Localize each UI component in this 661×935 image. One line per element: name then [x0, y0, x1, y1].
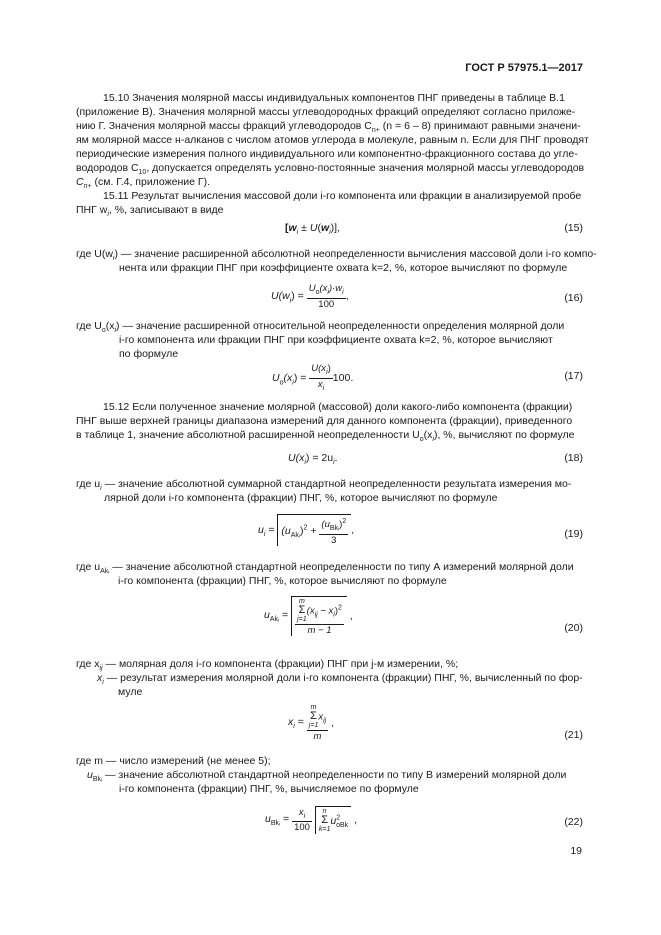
paragraph-15-10-line7: $C_{n+}$ (см. Г.4, приложение Г). — [76, 176, 211, 191]
page-number: 19 — [570, 845, 582, 857]
paragraph-15-12-line1: 15.12 Если полученное значение молярной (массовой) доли какого-либо компонента (фракции) — [103, 401, 573, 413]
definition-uAki-line1: где $u_{Akᵢ}$ — значение абсолютной стандартной неопределенности по типу А измерений молярной доли — [76, 561, 574, 576]
definition-xi-line1: $x_i$ — результат измерения молярной доли i-го компонента (фракции) ПНГ, %, вычисленный по фор- — [97, 672, 583, 687]
paragraph-15-10-line6: водородов $C_{10}$, допускается определять условно-постоянные значения молярной массы углеводородов — [76, 162, 585, 177]
equation-number-15: (15) — [564, 222, 583, 234]
paragraph-15-10-line1: 15.10 Значения молярной массы индивидуальных компонентов ПНГ приведены в таблице В.1 — [103, 92, 565, 104]
definition-m: где m — число измерений (не менее 5); — [76, 755, 271, 767]
equation-number-22: (22) — [564, 816, 583, 828]
document-id: ГОСТ Р 57975.1—2017 — [465, 62, 583, 74]
definition-Uwi-line2: нента или фракции ПНГ при коэффициенте охвата k=2, %, которое вычисляют по формуле — [119, 262, 568, 274]
paragraph-15-11-line2: ПНГ $w_i$, %, записывают в виде — [76, 204, 224, 219]
definition-ui-line2: лярной доли i-го компонента (фракции) ПНГ, %, которое вычисляют по формуле — [104, 492, 498, 504]
formula-17: $U_o(x_i)$ = $\frac{U(x_i)}{x_i}$ 100. — [272, 363, 354, 392]
definition-ui-line1: где $u_i$ — значение абсолютной суммарной стандартной неопределенности результата измерения мо- — [76, 478, 572, 493]
formula-16: $U(w_i)$ = $\frac{U_o(x_i)\cdot w_i}{100}$ , — [271, 283, 349, 310]
definition-uAki-line2: i-го компонента (фракции) ПНГ, %, которое вычисляют по формуле — [118, 575, 447, 587]
definition-xij: где $x_{ij}$ — молярная доля i-го компонента (фракции) ПНГ при j-м измерении, %; — [76, 658, 459, 673]
formula-15: $[w_i \pm U(w_i)]$, — [285, 222, 341, 237]
formula-21: $x_i$ = m Σ $j=1x_{ij}$ m , — [288, 704, 335, 742]
formula-20: $u_{Akᵢ}$ = m Σ $j=1(x_{ij} - x_i)^2$ m − 1 , — [264, 598, 353, 636]
paragraph-15-12-line3: в таблице 1, значение абсолютной расширенной неопределенности $U_o(x_i)$, %, вычисляют по формуле — [76, 429, 575, 444]
equation-number-17: (17) — [564, 370, 583, 382]
paragraph-15-10-line5: периодические измерения полного индивидуального или компонентно-фракционного состава до угле- — [76, 148, 578, 160]
definition-Uwi-line1: где $U(w_i)$ — значение расширенной абсолютной неопределенности вычисления массовой доли i-го компо- — [76, 248, 597, 263]
definition-xi-line2: муле — [118, 686, 143, 698]
formula-22: $u_{Bkᵢ}$ = $\frac{x_i}{100}$ n Σ $k=1u^2_{oBk}$ , — [265, 806, 358, 834]
definition-uBki-line2: i-го компонента (фракции) ПНГ, %, вычисляемое по формуле — [119, 783, 419, 795]
equation-number-20: (20) — [564, 622, 583, 634]
formula-18: $U(x_i) = 2u_i$. — [288, 452, 338, 467]
paragraph-15-10-line3: нию Г. Значения молярной массы фракций углеводородов $C_{n+}$ (n = 6 – 8) принимают равными значени- — [76, 120, 581, 135]
formula-19: $u_i = (u_{Akᵢ})^2$ + $\frac{(u_{Bkᵢ})^2}{3}$ , — [258, 514, 354, 546]
equation-number-19: (19) — [564, 528, 583, 540]
definition-uBki-line1: $u_{Bkᵢ}$ — значение абсолютной стандартной неопределенности по типу В измерений молярной доли — [87, 769, 567, 784]
paragraph-15-10-line2: (приложение В). Значения молярной массы углеводородных фракций определяют согласно приложе- — [76, 106, 576, 118]
definition-Uoxi-line1: где $U_o(x_i)$ — значение расширенной относительной неопределенности определения молярной доли — [76, 320, 565, 335]
equation-number-18: (18) — [564, 452, 583, 464]
paragraph-15-11-line1: 15.11 Результат вычисления массовой доли i-го компонента или фракции в анализируемой пробе — [103, 190, 582, 202]
paragraph-15-10-line4: ям молярной массе н-алканов с числом атомов углерода в молекуле, равным n. Если для ПНГ проводят — [76, 134, 589, 146]
equation-number-21: (21) — [564, 729, 583, 741]
paragraph-15-12-line2: ПНГ выше верхней границы диапазона измерений для данного компонента (фракции), приведенного — [76, 415, 573, 427]
equation-number-16: (16) — [564, 292, 583, 304]
definition-Uoxi-line2: i-го компонента или фракции ПНГ при коэффициенте охвата k=2, %, которое вычисляют — [119, 334, 553, 346]
definition-Uoxi-line3: по формуле — [119, 348, 179, 360]
